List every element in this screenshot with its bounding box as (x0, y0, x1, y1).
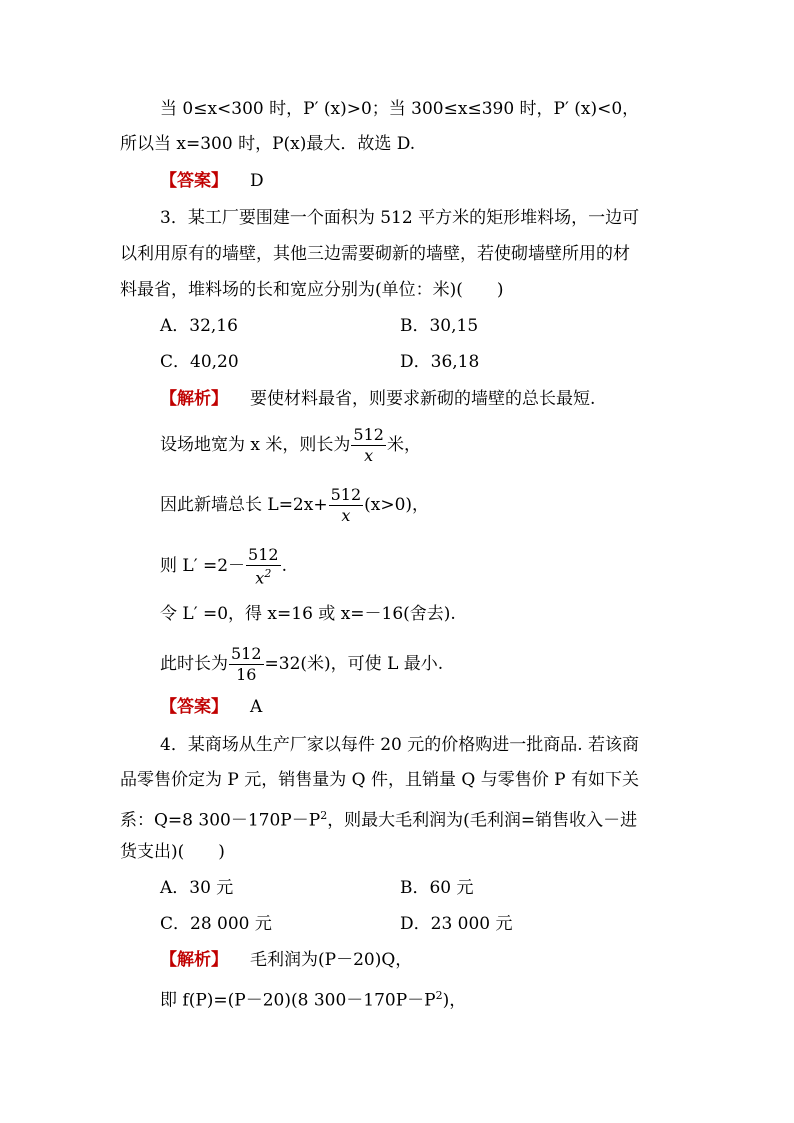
step-text: 米， (386, 435, 421, 455)
question-text: 以利用原有的墙壁，其他三边需要砌新的墙壁，若使砌墙壁所用的材 (120, 244, 630, 264)
step-text: )， (442, 990, 467, 1011)
step-text: 即 f(P)=(P－20)(8 300－170P－P (160, 990, 436, 1011)
step-text: 此时长为 (160, 654, 228, 674)
answer-value: A (250, 697, 263, 717)
step-text: 因此新墙总长 L=2x+ (160, 495, 328, 515)
option-c: C．28 000 元 (160, 914, 272, 934)
exponent: 2 (320, 809, 328, 822)
step-text: 设场地宽为 x 米，则长为 (160, 435, 351, 455)
option-d: D．36,18 (400, 352, 480, 372)
solution-step-3 (160, 547, 287, 586)
question-text: 3．某工厂要围建一个面积为 512 平方米的矩形堆料场，一边可 (160, 208, 640, 228)
question-text-part: 系：Q=8 300－170P－P (120, 810, 321, 831)
exponent: 2 (264, 567, 272, 580)
step-text: =32(米)，可使 L 最小. (264, 654, 444, 674)
text-line: 所以当 x=300 时，P(x)最大．故选 D. (120, 134, 416, 154)
denominator: x (364, 446, 374, 465)
fraction (329, 487, 364, 524)
answer-value: D (250, 171, 264, 191)
fraction (246, 547, 281, 586)
option-b: B．60 元 (400, 878, 474, 898)
fraction (229, 646, 264, 683)
answer-tag: 【答案】 (160, 171, 228, 191)
option-c: C．40,20 (160, 352, 239, 372)
answer-tag: 【答案】 (160, 697, 228, 717)
analysis-tag: 【解析】 (160, 389, 228, 409)
numerator: 512 (231, 644, 262, 663)
numerator: 512 (330, 485, 362, 504)
step-text: . (281, 556, 287, 577)
fraction (351, 427, 386, 464)
numerator: 512 (248, 545, 279, 564)
step-text: (x>0)， (364, 495, 430, 515)
analysis-text: 毛利润为(P－20)Q， (250, 950, 413, 970)
analysis-line (160, 386, 595, 412)
denominator: x (341, 506, 351, 525)
answer-line (160, 168, 264, 194)
numerator: 512 (353, 425, 384, 444)
question-text: 4．某商场从生产厂家以每件 20 元的价格购进一批商品. 若该商 (160, 735, 640, 755)
step-text: 则 L′ =2－ (160, 556, 246, 577)
denominator (255, 566, 271, 586)
question-text: 货支出)( ) (120, 842, 225, 862)
option-d: D．23 000 元 (400, 914, 513, 934)
option-a: A．30 元 (160, 878, 234, 898)
solution-step-1 (160, 983, 466, 1014)
solution-step-5 (160, 646, 443, 683)
question-text-part: ，则最大毛利润为(毛利润=销售收入－进 (327, 810, 638, 831)
solution-step-1 (160, 427, 421, 464)
answer-line (160, 694, 262, 720)
denominator: 16 (236, 665, 257, 684)
denominator-base: x (255, 568, 265, 588)
text-line: 当 0≤x<300 时，P′ (x)>0；当 300≤x≤390 时，P′ (x)<0， (160, 99, 640, 119)
option-b: B．30,15 (400, 316, 479, 336)
analysis-text: 要使材料最省，则要求新砌的墙壁的总长最短. (250, 389, 596, 409)
solution-step-2 (160, 487, 429, 524)
analysis-line (160, 947, 412, 973)
exponent: 2 (435, 989, 443, 1002)
question-text (120, 803, 637, 834)
question-text: 料最省，堆料场的长和宽应分别为(单位：米)( ) (120, 280, 504, 300)
solution-step-4: 令 L′ =0，得 x=16 或 x=－16(舍去). (160, 604, 456, 624)
question-text: 品零售价定为 P 元，销售量为 Q 件，且销量 Q 与零售价 P 有如下关 (120, 770, 639, 790)
analysis-tag: 【解析】 (160, 950, 228, 970)
option-a: A．32,16 (160, 316, 238, 336)
